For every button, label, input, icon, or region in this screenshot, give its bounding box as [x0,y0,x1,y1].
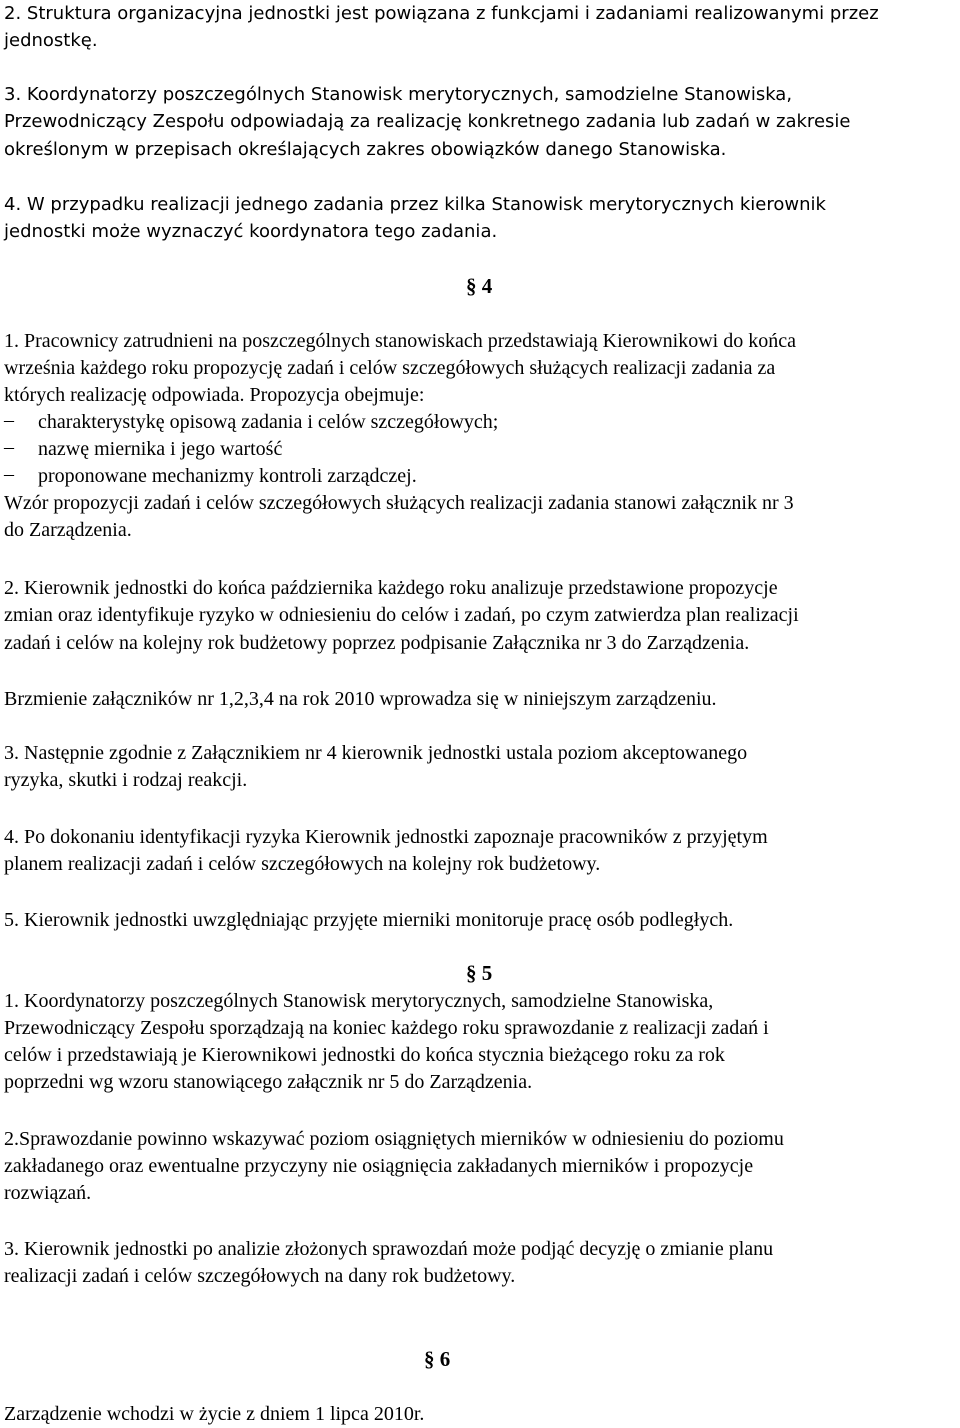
text-line: których realizację odpowiada. Propozycja obejmuje: [4,384,425,406]
text-line: Brzmienie załączników nr 1,2,3,4 na rok 2010 wprowadza się w niniejszym zarządzeniu. [4,688,717,710]
text-line: 4. W przypadku realizacji jednego zadania przez kilka Stanowisk merytorycznych kierownik [4,194,826,215]
text-line: do Zarządzenia. [4,519,132,541]
bullet-dash: – [4,409,14,431]
text-line: 3. Następnie zgodnie z Załącznikiem nr 4 kierownik jednostki ustala poziom akceptowanego [4,742,748,764]
text-line: 1. Koordynatorzy poszczególnych Stanowisk merytorycznych, samodzielne Stanowiska, [4,990,714,1012]
text-line: zmian oraz identyfikuje ryzyko w odniesieniu do celów i zadań, po czym zatwierdza plan realizacji [4,604,799,626]
text-line: poprzedni wg wzoru stanowiącego załącznik nr 5 do Zarządzenia. [4,1071,533,1093]
text-line: września każdego roku propozycję zadań i celów szczegółowych służących realizacji zadania za [4,357,776,379]
text-line: 4. Po dokonaniu identyfikacji ryzyka Kierownik jednostki zapoznaje pracowników z przyjętym [4,826,768,848]
text-line: planem realizacji zadań i celów szczegółowych na kolejny rok budżetowy. [4,853,601,875]
text-line: 2. Struktura organizacyjna jednostki jest powiązana z funkcjami i zadaniami realizowanymi przez [4,3,879,24]
bullet-item: charakterystykę opisową zadania i celów szczegółowych; [38,411,499,433]
text-line: 1. Pracownicy zatrudnieni na poszczególnych stanowiskach przedstawiają Kierownikowi do końca [4,330,796,352]
text-line: 5. Kierownik jednostki uwzględniając przyjęte mierniki monitoruje pracę osób podległych. [4,909,734,931]
text-line: 3. Kierownik jednostki po analizie złożonych sprawozdań może podjąć decyzję o zmianie planu [4,1238,774,1260]
section-heading-5: § 5 [466,961,493,985]
text-line: 3. Koordynatorzy poszczególnych Stanowisk merytorycznych, samodzielne Stanowiska, [4,84,793,105]
text-line: jednostki może wyznaczyć koordynatora tego zadania. [4,221,498,242]
bullet-dash: – [4,436,14,458]
bullet-item: proponowane mechanizmy kontroli zarządczej. [38,465,417,487]
text-line: Zarządzenie wchodzi w życie z dniem 1 lipca 2010r. [4,1403,425,1425]
text-line: rozwiązań. [4,1182,92,1204]
text-line: Przewodniczący Zespołu odpowiadają za realizację konkretnego zadania lub zadań w zakresie [4,111,851,132]
bullet-dash: – [4,463,14,485]
text-line: Przewodniczący Zespołu sporządzają na koniec każdego roku sprawozdanie z realizacji zadań i [4,1017,769,1039]
text-line: celów i przedstawiają je Kierownikowi jednostki do końca stycznia bieżącego roku za rok [4,1044,725,1066]
text-line: realizacji zadań i celów szczegółowych na dany rok budżetowy. [4,1265,516,1287]
text-line: 2.Sprawozdanie powinno wskazywać poziom osiągniętych mierników w odniesieniu do poziomu [4,1128,784,1150]
bullet-item: nazwę miernika i jego wartość [38,438,283,460]
text-line: jednostkę. [4,30,98,51]
text-line: 2. Kierownik jednostki do końca października każdego roku analizuje przedstawione propozycje [4,577,778,599]
section-heading-4: § 4 [466,274,493,298]
section-heading-6: § 6 [424,1347,451,1371]
text-line: zadań i celów na kolejny rok budżetowy poprzez podpisanie Załącznika nr 3 do Zarządzenia. [4,632,750,654]
text-line: Wzór propozycji zadań i celów szczegółowych służących realizacji zadania stanowi załącznik nr 3 [4,492,794,514]
text-line: ryzyka, skutki i rodzaj reakcji. [4,769,248,791]
text-line: określonym w przepisach określających zakres obowiązków danego Stanowiska. [4,139,727,160]
text-line: zakładanego oraz ewentualne przyczyny nie osiągnięcia zakładanych mierników i propozycje [4,1155,754,1177]
